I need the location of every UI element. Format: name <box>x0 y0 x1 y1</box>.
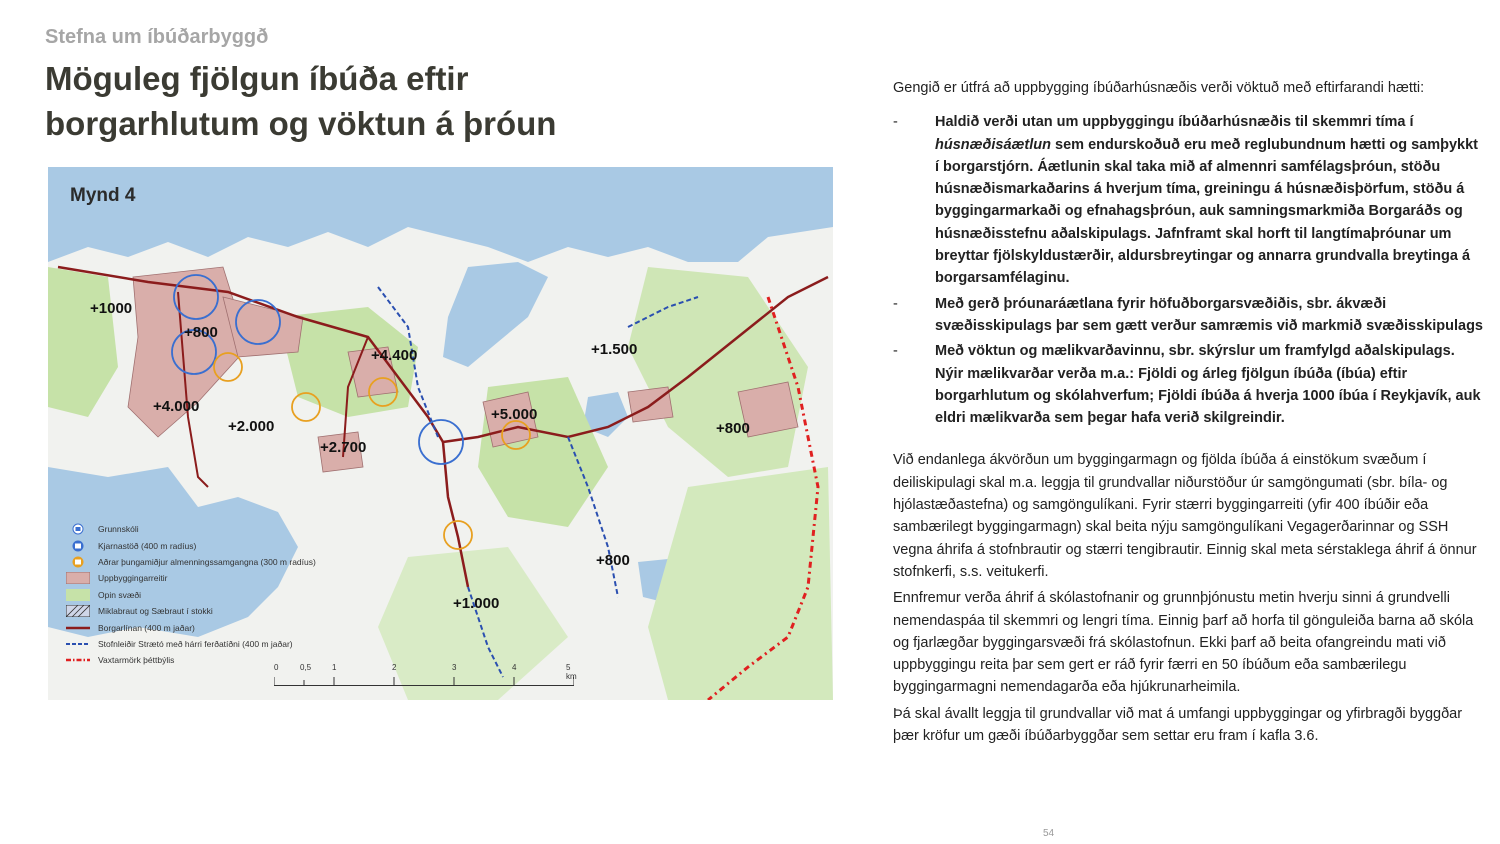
bullet-item: - Með gerð þróunaráætlana fyrir höfuðborgarsvæðiðis, sbr. ákvæði svæðisskipulags þar sem gætt verður samræmis við markmið svæðisskipulags <box>893 295 1483 334</box>
page-title: Möguleg fjölgun íbúða eftir borgarhlutum og vöktun á þróun <box>45 60 557 142</box>
growth-label: +4.000 <box>153 398 200 415</box>
brt-line-icon <box>66 622 90 634</box>
section-subtitle: Stefna um íbúðarbyggð <box>45 26 269 48</box>
body-paragraph: Þá skal ávallt leggja til grundvallar við mat á umfangi uppbyggingar og yfirbragði byggðar þær kröfur um gæði íbúðarbyggðar sem settar eru fram í kafla 3.6. <box>893 705 1463 745</box>
text-column <box>893 77 1483 751</box>
legend-item: Borgarlínan (400 m jaðar) <box>66 619 316 635</box>
transit-hub-icon <box>66 540 90 552</box>
growth-label: +800 <box>184 324 218 341</box>
school-icon <box>66 523 90 535</box>
legend-item: Miklabraut og Sæbraut í stokki <box>66 603 316 619</box>
bullet-item: - Haldið verði utan um uppbyggingu íbúðarhúsnæðis til skemmri tíma í húsnæðisáætlun sem endurskoðuð eru með reglubundnum hætti og samþykkt í borgarstjórn. Áætlunin skal taka mið af almennri samfélagsþróun, stöðu húsnæðismarkaðarins á hverjum tíma, greiningu á húsnæðisþörfum, stöðu á byggingarmarkaði og efnahagsþróun, auk samningsmarkmiða Borgaráðs og húsnæðisstefnu aðalskipulags. Jafnframt skal horft til langtímaþróunar um breyttar fjölskyldustærðir, aldursbreytingar og annarra grundvalla breytinga á borgarsamfélaginu. <box>893 114 1479 287</box>
development-area-icon <box>66 572 90 584</box>
intro-paragraph: Gengið er útfrá að uppbygging íbúðarhúsnæðis verði vöktuð með eftirfarandi hætti: <box>893 80 1425 96</box>
map-caption: Mynd 4 <box>70 185 136 206</box>
legend-item: Kjarnastöð (400 m radíus) <box>66 537 316 553</box>
growth-label: +1.500 <box>591 341 638 358</box>
open-area-icon <box>66 589 90 601</box>
bullet-list <box>893 111 1483 429</box>
legend-item: Uppbyggingarreitir <box>66 570 316 586</box>
body-paragraph: Ennfremur verða áhrif á skólastofnanir og grunnþjónustu metin hverju sinni á grundvelli nemendaspáa til skemmri og lengri tíma. Einnig þarf að horfa til gönguleiða barna að skóla og fjarlægðar byggingarsvæði frá skólastofnun. Ekki þarf að beita ofangreindu mati við uppbyggingu reita þar sem gert er ráð fyrir færri en 50 íbúðum eða sambærilegu byggingarmagni nemendagarða eða hjúkrunarheimila. <box>893 590 1474 696</box>
page-number: 54 <box>1043 828 1055 839</box>
map-legend <box>66 521 316 669</box>
growth-label: +2.700 <box>320 439 367 456</box>
growth-label: +4.400 <box>371 347 418 364</box>
growth-map <box>48 167 833 700</box>
body-paragraph: Við endanlega ákvörðun um byggingarmagn og fjölda íbúða á einstökum svæðum í deiliskipulagi skal m.a. leggja til grundvallar niðurstöður úr samgöngumati (sbr. bíla- og hjólastæðastefna) og samgöngulíkani. Fyrir stærri byggingarreiti (yfir 400 íbúðir eða sambærilegt byggingarmagn) skal beita nýju samgöngulíkani Vegagerðarinnar og SSH vegna áhrifa á stofnbrautir og stærri tengibrautir. Einnig skal meta sérstaklega áhrif á önnur stofnkerfi, s.s. veitukerfi. <box>893 452 1477 580</box>
legend-item: Stofnleiðir Strætó með hárri ferðatíðni (400 m jaðar) <box>66 636 316 652</box>
growth-label: +800 <box>596 552 630 569</box>
bus-route-icon <box>66 638 90 650</box>
legend-item: Vaxtarmörk þéttbýlis <box>66 652 316 668</box>
road-icon <box>66 605 90 617</box>
legend-item: Opin svæði <box>66 587 316 603</box>
scale-ticks <box>274 677 574 686</box>
growth-label: +2.000 <box>228 418 275 435</box>
legend-item: Grunnskóli <box>66 521 316 537</box>
scale-bar: 0 0,5 1 2 3 4 5 km <box>274 663 574 691</box>
legend-item: Aðrar þungamiðjur almenningssamgangna (300 m radíus) <box>66 554 316 570</box>
growth-label: +5.000 <box>491 406 538 423</box>
growth-label: +1000 <box>90 300 133 317</box>
growth-boundary-icon <box>66 654 90 666</box>
transit-node-icon <box>66 556 90 568</box>
growth-label: +1.000 <box>453 595 500 612</box>
growth-label: +800 <box>716 420 750 437</box>
bullet-item: - Með vöktun og mælikvarðavinnu, sbr. skýrslur um framfylgd aðalskipulags. Nýir mælikvarðar verða m.a.: Fjöldi og árleg fjölgun íbúða (íbúa) eftir borgarhlutum og skólahverfum; Fjöldi íbúða á hverja 1000 íbúa í Reykjavík, auk eldri mælikvarða sem þegar hafa verið skilgreindir. <box>893 343 1481 427</box>
